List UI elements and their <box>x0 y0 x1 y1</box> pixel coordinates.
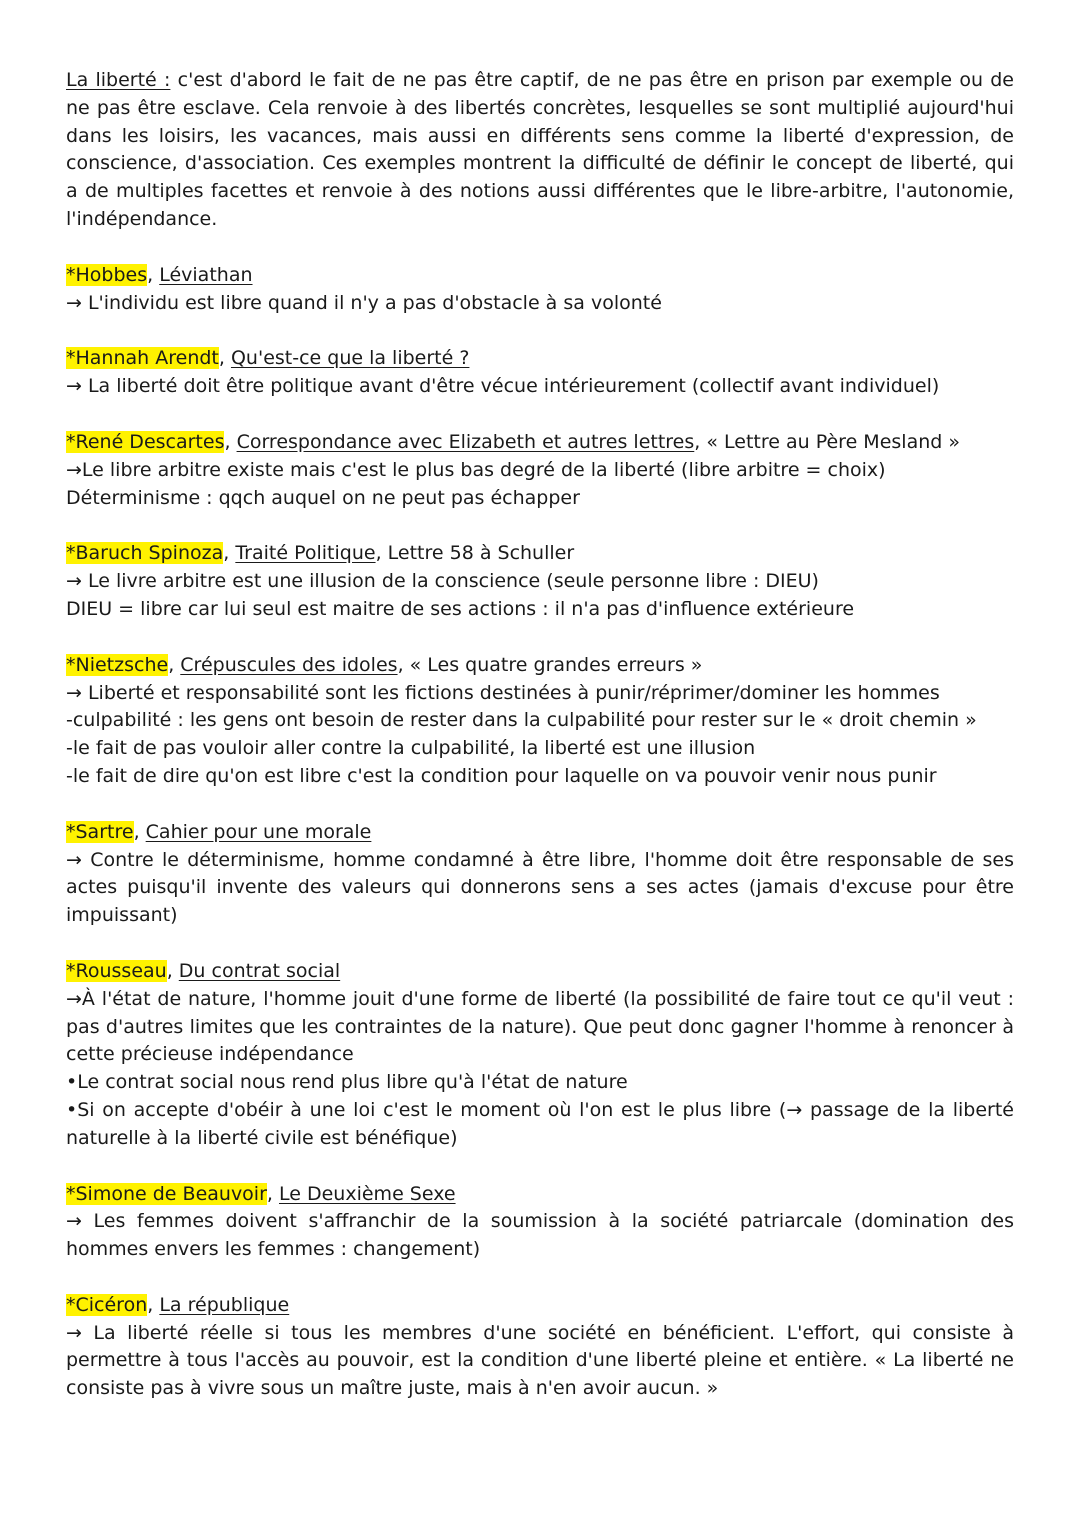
note-line: → La liberté réelle si tous les membres d'une société en bénéficient. L'effort, qui consiste à permettre à tous l'accès au pouvoir, est la condition d'une liberté pleine et entière. « La liberté ne consiste pas à vivre sous un maître juste, mais à n'en avoir aucun. » <box>66 1321 1014 1400</box>
note-line: •Si on accepte d'obéir à une loi c'est le moment où l'on est le plus libre (→ passage de la liberté naturelle à la liberté civile est bénéfique) <box>66 1098 1014 1149</box>
note-line: → Le livre arbitre est une illusion de la conscience (seule personne libre : DIEU) <box>66 570 819 593</box>
work-extra: , « Les quatre grandes erreurs » <box>397 653 703 676</box>
heading-separator: , <box>147 263 160 286</box>
philosopher-entry <box>66 540 1014 623</box>
heading-separator: , <box>224 430 237 453</box>
heading-separator: , <box>147 1293 160 1316</box>
philosopher-entry <box>66 429 1014 512</box>
author-name: *Cicéron <box>66 1293 148 1316</box>
intro-text: c'est d'abord le fait de ne pas être captif, de ne pas être en prison par exemple ou de ne pas être esclave. Cela renvoie à des libertés concrètes, lesquelles se sont multiplié aujourd'hui dans les loisirs, les vacances, mais aussi en différents sens comme la liberté d'expression, de conscience, d'association. Ces exemples montrent la difficulté de définir le concept de liberté, qui a de multiples facettes et renvoie à des notions aussi différentes que le libre-arbitre, l'autonomie, l'indépendance. <box>66 69 1014 230</box>
heading-separator: , <box>166 959 179 982</box>
note-line: →Le libre arbitre existe mais c'est le plus bas degré de la liberté (libre arbitre = choix) <box>66 458 886 481</box>
philosopher-entry <box>66 652 1014 791</box>
heading-separator: , <box>223 542 236 565</box>
author-name: *Hannah Arendt <box>66 347 219 370</box>
philosopher-entry <box>66 958 1014 1153</box>
entry-heading <box>66 819 1014 847</box>
note-line: DIEU = libre car lui seul est maitre de ses actions : il n'a pas d'influence extérieure <box>66 597 855 620</box>
work-title: Du contrat social <box>178 959 341 982</box>
entry-heading <box>66 652 1014 680</box>
work-title: Léviathan <box>159 263 253 286</box>
work-title: Traité Politique <box>235 542 376 565</box>
entry-heading <box>66 345 1014 373</box>
note-line: → Les femmes doivent s'affranchir de la soumission à la société patriarcale (domination des hommes envers les femmes : changement) <box>66 1210 1014 1261</box>
note-line: •Le contrat social nous rend plus libre qu'à l'état de nature <box>66 1071 628 1094</box>
work-title: Qu'est-ce que la liberté ? <box>230 347 470 370</box>
note-line: → L'individu est libre quand il n'y a pas d'obstacle à sa volonté <box>66 291 662 314</box>
heading-separator: , <box>266 1182 279 1205</box>
work-title: La république <box>159 1293 290 1316</box>
author-name: *Sartre <box>66 820 134 843</box>
work-extra: , « Lettre au Père Mesland » <box>694 430 960 453</box>
philosopher-entry <box>66 1181 1014 1264</box>
work-title: Crépuscules des idoles <box>180 653 398 676</box>
heading-separator: , <box>168 653 181 676</box>
philosopher-entry <box>66 819 1014 930</box>
work-title: Le Deuxième Sexe <box>279 1182 456 1205</box>
work-title: Correspondance avec Elizabeth et autres lettres <box>236 430 695 453</box>
entry-heading <box>66 540 1014 568</box>
note-line: Déterminisme : qqch auquel on ne peut pas échapper <box>66 486 580 509</box>
author-name: *Simone de Beauvoir <box>66 1182 267 1205</box>
note-line: -le fait de dire qu'on est libre c'est la condition pour laquelle on va pouvoir venir nous punir <box>66 764 937 787</box>
author-name: *Rousseau <box>66 959 167 982</box>
heading-separator: , <box>133 820 146 843</box>
note-line: →À l'état de nature, l'homme jouit d'une forme de liberté (la possibilité de faire tout ce qu'il veut : pas d'autres limites que les contraintes de la nature). Que peut donc gagner l'homme à renoncer à cette précieuse indépendance <box>66 987 1014 1066</box>
intro-paragraph <box>66 67 1014 234</box>
author-name: *Baruch Spinoza <box>66 542 224 565</box>
author-name: *René Descartes <box>66 430 225 453</box>
note-line: → La liberté doit être politique avant d'être vécue intérieurement (collectif avant individuel) <box>66 375 940 398</box>
entry-heading <box>66 958 1014 986</box>
note-line: → Contre le déterminisme, homme condamné à être libre, l'homme doit être responsable de ses actes puisqu'il invente des valeurs qui donnerons sens a ses actes (jamais d'excuse pour être impuissant) <box>66 848 1014 927</box>
author-name: *Nietzsche <box>66 653 169 676</box>
philosopher-entry <box>66 1292 1014 1403</box>
philosopher-list <box>66 262 1014 1403</box>
author-name: *Hobbes <box>66 263 148 286</box>
heading-separator: , <box>218 347 231 370</box>
entry-heading <box>66 1292 1014 1320</box>
entry-heading <box>66 1181 1014 1209</box>
work-extra: , Lettre 58 à Schuller <box>375 542 575 565</box>
note-line: → Liberté et responsabilité sont les fictions destinées à punir/réprimer/dominer les hommes <box>66 681 940 704</box>
philosopher-entry <box>66 345 1014 401</box>
work-title: Cahier pour une morale <box>145 820 372 843</box>
note-line: -le fait de pas vouloir aller contre la culpabilité, la liberté est une illusion <box>66 737 756 760</box>
note-line: -culpabilité : les gens ont besoin de rester dans la culpabilité pour rester sur le « droit chemin » <box>66 709 977 732</box>
entry-heading <box>66 429 1014 457</box>
intro-term: La liberté : <box>66 69 171 91</box>
entry-heading <box>66 262 1014 290</box>
philosopher-entry <box>66 262 1014 318</box>
